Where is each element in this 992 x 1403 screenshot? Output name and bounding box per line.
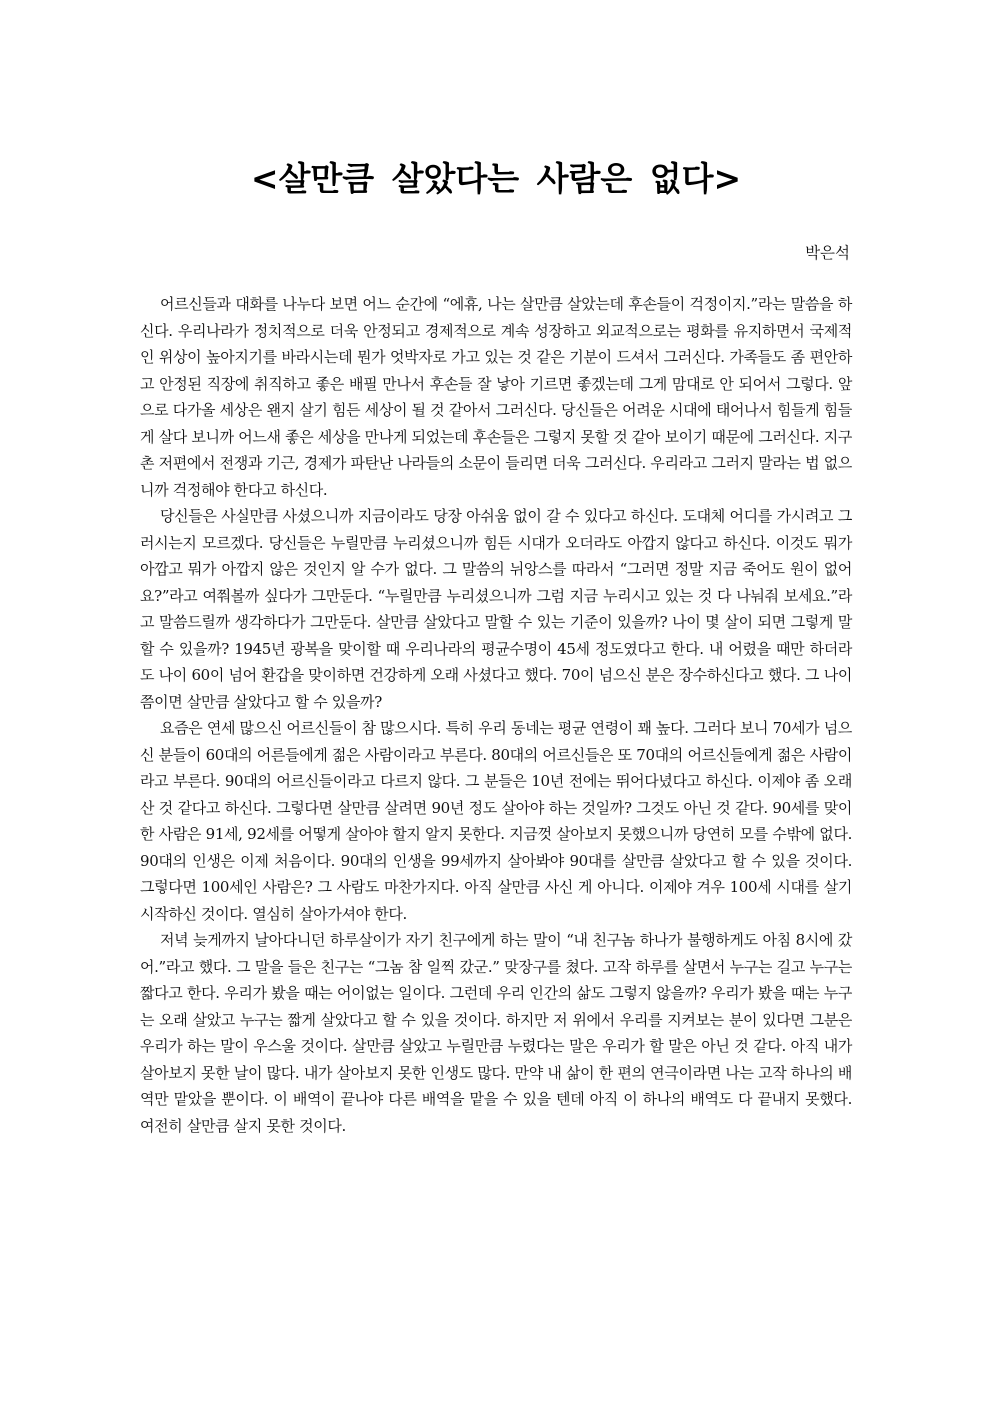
document-title: <살만큼 살았다는 사람은 없다> xyxy=(250,159,742,198)
paragraph-3: 요즘은 연세 많으신 어르신들이 참 많으시다. 특히 우리 동네는 평균 연령이 꽤 높다. 그러다 보니 70세가 넘으신 분들이 60대의 어른들에게 젊은 사람이라고 부른다. 80대의 어르신들은 또 70대의 어르신들에게 젊은 사람이라고 부른다. 90대의 어르신들이라고 다르지 않다. 그 분들은 10년 전에는 뛰어다녔다고 하신다. 이제야 좀 오래 산 것 같다고 하신다. 그렇다면 살만큼 살려면 90년 정도 살아야 하는 것일까? 그것도 아닌 것 같다. 90세를 맞이한 사람은 91세, 92세를 어떻게 살아야 할지 알지 못한다. 지금껏 살아보지 못했으니까 당연히 모를 수밖에 없다. 90대의 인생은 이제 처음이다. 90대의 인생을 99세까지 살아봐야 90대를 살만큼 살았다고 할 수 있을 것이다. 그렇다면 100세인 사람은? 그 사람도 마찬가지다. 아직 살만큼 사신 게 아니다. 이제야 겨우 100세 시대를 살기 시작하신 것이다. 열심히 살아가셔야 한다. xyxy=(140,719,852,923)
document-body xyxy=(140,291,852,1139)
paragraph-4: 저녁 늦게까지 날아다니던 하루살이가 자기 친구에게 하는 말이 “내 친구놈 하나가 불행하게도 아침 8시에 갔어.”라고 했다. 그 말을 들은 친구는 “그놈 참 일찍 갔군.” 맞장구를 쳤다. 고작 하루를 살면서 누구는 길고 누구는 짧다고 한다. 우리가 봤을 때는 어이없는 일이다. 그런데 우리 인간의 삶도 그렇지 않을까? 우리가 봤을 때는 누구는 오래 살았고 누구는 짧게 살았다고 할 수 있을 것이다. 하지만 저 위에서 우리를 지켜보는 분이 있다면 그분은 우리가 하는 말이 우스울 것이다. 살만큼 살았고 누릴만큼 누렸다는 말은 우리가 할 말은 아닌 것 같다. 아직 내가 살아보지 못한 날이 많다. 내가 살아보지 못한 인생도 많다. 만약 내 삶이 한 편의 연극이라면 나는 고작 하나의 배역만 맡았을 뿐이다. 이 배역이 끝나야 다른 배역을 맡을 수 있을 텐데 아직 이 하나의 배역도 다 끝내지 못했다. 여전히 살만큼 살지 못한 것이다. xyxy=(140,931,852,1135)
paragraph-2: 당신들은 사실만큼 사셨으니까 지금이라도 당장 아쉬움 없이 갈 수 있다고 하신다. 도대체 어디를 가시려고 그러시는지 모르겠다. 당신들은 누릴만큼 누리셨으니까 힘든 시대가 오더라도 아깝지 않다고 하신다. 이것도 뭐가 아깝고 뭐가 아깝지 않은 것인지 알 수가 없다. 그 말씀의 뉘앙스를 따라서 “그러면 정말 지금 죽어도 원이 없어요?”라고 여쭤볼까 싶다가 그만둔다. “누릴만큼 누리셨으니까 그럼 지금 누리시고 있는 것 다 나눠줘 보세요.”라고 말씀드릴까 생각하다가 그만둔다. 살만큼 살았다고 말할 수 있는 기준이 있을까? 나이 몇 살이 되면 그렇게 말할 수 있을까? 1945년 광복을 맞이할 때 우리나라의 평균수명이 45세 정도였다고 한다. 내 어렸을 때만 하더라도 나이 60이 넘어 환갑을 맞이하면 건강하게 오래 사셨다고 했다. 70이 넘으신 분은 장수하신다고 했다. 그 나이쯤이면 살만큼 살았다고 할 수 있을까? xyxy=(140,507,852,711)
author-name: 박은석 xyxy=(805,244,850,262)
paragraph-1: 어르신들과 대화를 나누다 보면 어느 순간에 “에휴, 나는 살만큼 살았는데 후손들이 걱정이지.”라는 말씀을 하신다. 우리나라가 정치적으로 더욱 안정되고 경제적으로 계속 성장하고 외교적으로는 평화를 유지하면서 국제적인 위상이 높아지기를 바라시는데 뭔가 엇박자로 가고 있는 것 같은 기분이 드셔서 그러신다. 가족들도 좀 편안하고 안정된 직장에 취직하고 좋은 배필 만나서 후손들 잘 낳아 기르면 좋겠는데 그게 맘대로 안 되어서 그렇다. 앞으로 다가올 세상은 왠지 살기 힘든 세상이 될 것 같아서 그러신다. 당신들은 어려운 시대에 태어나서 힘들게 힘들게 살다 보니까 어느새 좋은 세상을 만나게 되었는데 후손들은 그렇지 못할 것 같아 보이기 때문에 그러신다. 지구촌 저편에서 전쟁과 기근, 경제가 파탄난 나라들의 소문이 들리면 더욱 그러신다. 우리라고 그러지 말라는 법 없으니까 걱정해야 한다고 하신다. xyxy=(140,295,852,499)
